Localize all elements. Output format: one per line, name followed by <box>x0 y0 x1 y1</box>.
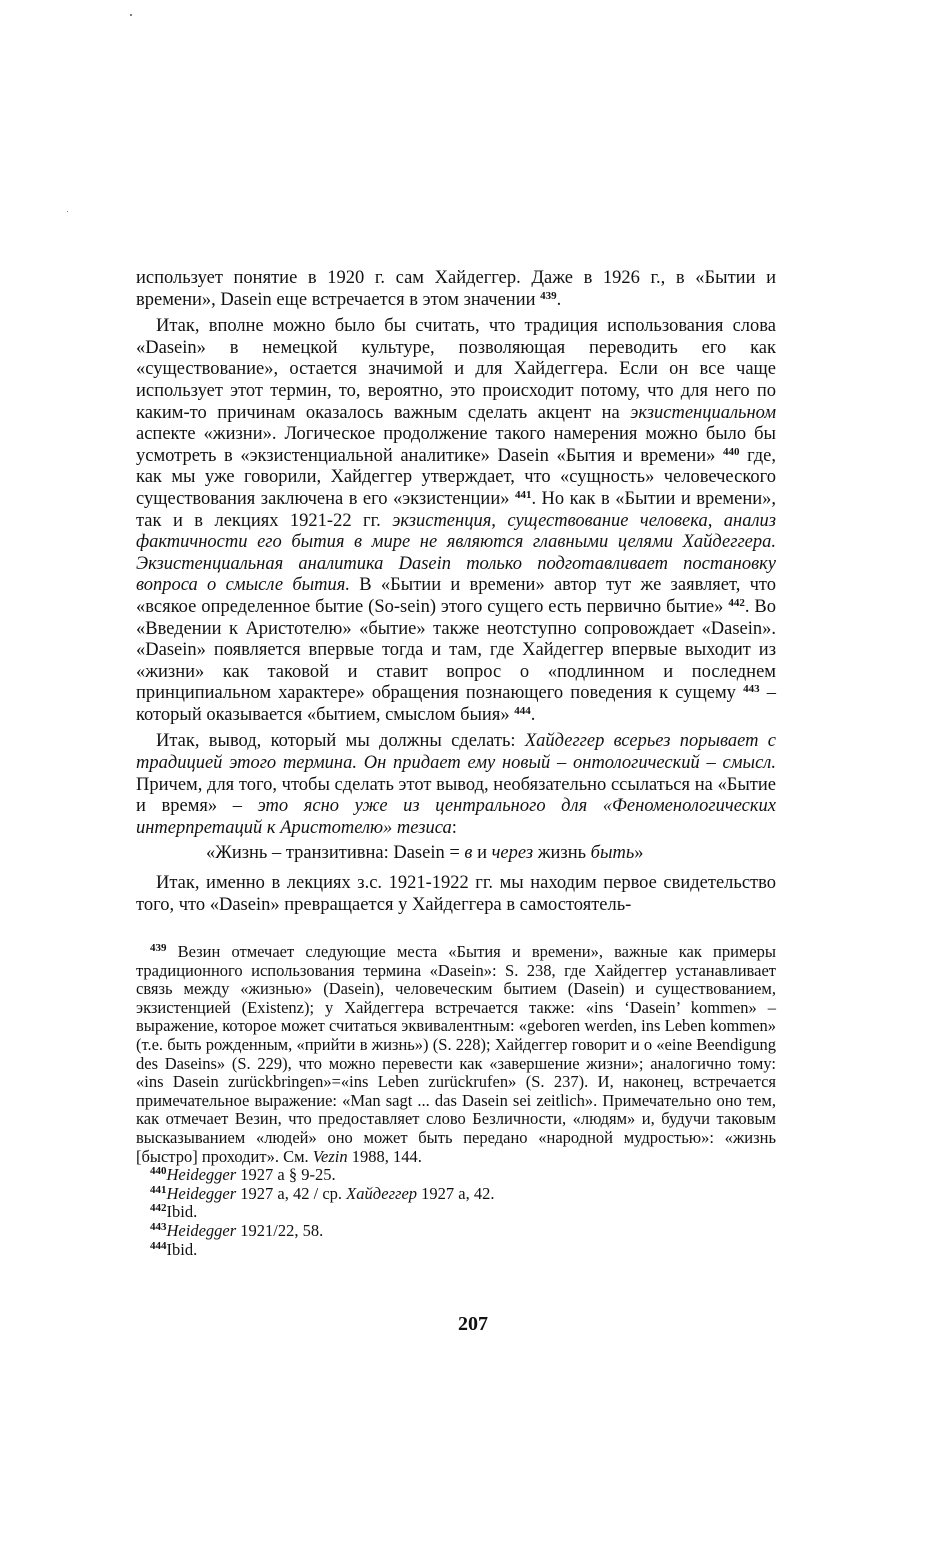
main-text <box>136 268 776 916</box>
footnote-441: $^{441}$Heidegger 1927 a, 42 / ср. Хайдеггер 1927 a, 42. <box>150 1183 495 1203</box>
footnote-ref: 443 <box>743 683 760 696</box>
footnote-number: 443 <box>150 1220 167 1233</box>
paragraph: Итак, вполне можно было бы считать, что традиция использования слова «Dasein» в немецкой культуре, позволяющая переводить его как «существование», остается значимой и для Хайдеггера. Если он все чаще использует этот термин, то, вероятно, это происходит потому, что для него по каким-то причинам оказалось важным сделать акцент на экзистенциальном аспекте «жизни». Логическое продолжение такого намерения можно было бы усмотреть в «экзистенциальной аналитике» Dasein «Бытия и времени» $^{440}$ где, как мы уже говорили, Хайдеггер утверждает, что «сущность» человеческого существования заключена в его «экзистенции» $^{441}$. Но как в «Бытии и времени», так и в лекциях 1921-22 гг. экзистенция, существование человека, анализ фактичности его бытия в мире не являются главными целями Хайдеггера. Экзистенциальная аналитика Dasein только подготавливает постановку вопроса о смысле бытия. В «Бытии и времени» автор тут же заявляет, что «всякое определенное бытие (So-sein) этого сущего есть первично бытие» $^{442}$. Во «Введении к Аристотелю» «бытие» также неотступно сопровождает «Dasein». «Dasein» появляется впервые тогда и там, где Хайдеггер впервые выходит из «жизни» как таковой и ставит вопрос о «подлинном и последнем принципиальном характере» обращения познающего поведения к сущему $^{443}$ – который оказывается «бытием, смыслом быия» $^{444}$. <box>136 316 777 725</box>
footnote-number: 440 <box>150 1165 167 1178</box>
paragraph: Итак, вывод, который мы должны сделать: Хайдеггер всерьез порывает с традицией этого термина. Он придает ему новый – онтологический – смысл. Причем, для того, чтобы сделать этот вывод, необязательно ссылаться на «Бытие и время» – это ясно уже из центрального для «Феноменологических интерпретаций к Аристотелю» тезиса: <box>136 731 776 838</box>
paragraph: использует понятие в 1920 г. сам Хайдеггер. Даже в 1926 г., в «Бытии и времени», Dasein еще встречается в этом значении $^{439}$. <box>136 268 776 310</box>
block-quote: «Жизнь – транзитивна: Dasein = в и через жизнь быть» <box>206 843 644 864</box>
footnote-number: 439 <box>150 942 167 954</box>
italic-text: Хайдеггер всерьез порывает с традицией этого термина. Он придает ему новый – онтологический – смысл. <box>136 731 776 774</box>
footnote-number: 441 <box>150 1183 167 1196</box>
footnotes <box>136 943 776 1259</box>
italic-text: экзистенциальном <box>630 402 776 423</box>
italic-text: экзистенция, существование человека, анализ фактичности его бытия в мире не являются главными целями Хайдеггера. Экзистенциальная аналитика Dasein только подготавливает постановку вопроса о смысле бытия. <box>136 510 776 596</box>
footnote-ref: 440 <box>723 445 740 458</box>
page-number: 207 <box>458 1313 488 1335</box>
italic-text: это ясно уже из центрального для «Феноменологических интерпретаций к Аристотелю» тезиса <box>136 796 776 838</box>
footnote-ref: 441 <box>514 488 532 501</box>
footnote-439: $^{439}$ Везин отмечает следующие места «Бытия и времени», важные как примеры традиционного использования термина «Dasein»: S. 238, где Хайдеггер устанавливает связь между «жизнью» (Dasein), человеческим бытием (Dasein) и существованием, экзистенцией (Existenz); у Хайдеггера встречается также: «ins ‘Dasein’ kommen» – выражение, которое может считаться эквивалентным: «geboren werden, ins Leben kommen» (т.е. быть рожденным, «прийти в жизнь») (S. 228); Хайдеггер говорит и о «eine Beendigung des Daseins» (S. 229), что можно перевести как «завершение жизни»; аналогично тому: «ins Dasein zurückbringen»=«ins Leben zurückrufen» (S. 237). И, наконец, встречается примечательное выражение: «Man sagt ... das Dasein sei zeitlich». Примечательно оно тем, как отмечает Везин, что предоставляет слово Безличности, «людям» и, будучи таковым высказыванием «людей» оно может быть передано «народной мудростью»: «жизнь [быстро] проходит». См. Vezin 1988, 144. <box>136 942 776 1166</box>
footnote-443: $^{443}$Heidegger 1921/22, 58. <box>150 1220 324 1240</box>
footnote-440: $^{440}$Heidegger 1927 a § 9-25. <box>150 1165 336 1185</box>
footnote-number: 442 <box>150 1202 167 1215</box>
footnote-ref: 439 <box>540 289 557 302</box>
footnote-ref: 444 <box>514 704 531 717</box>
scan-speck <box>67 211 68 212</box>
footnote-ref: 442 <box>728 596 745 609</box>
footnote-444: $^{444}$Ibid. <box>150 1239 198 1259</box>
scan-speck <box>130 14 132 16</box>
paragraph: Итак, именно в лекциях з.с. 1921-1922 гг. мы находим первое свидетельство того, что «Dasein» превращается у Хайдеггера в самостоятель- <box>136 873 776 915</box>
footnote-number: 444 <box>150 1239 167 1252</box>
footnote-442: $^{442}$Ibid. <box>150 1202 198 1222</box>
